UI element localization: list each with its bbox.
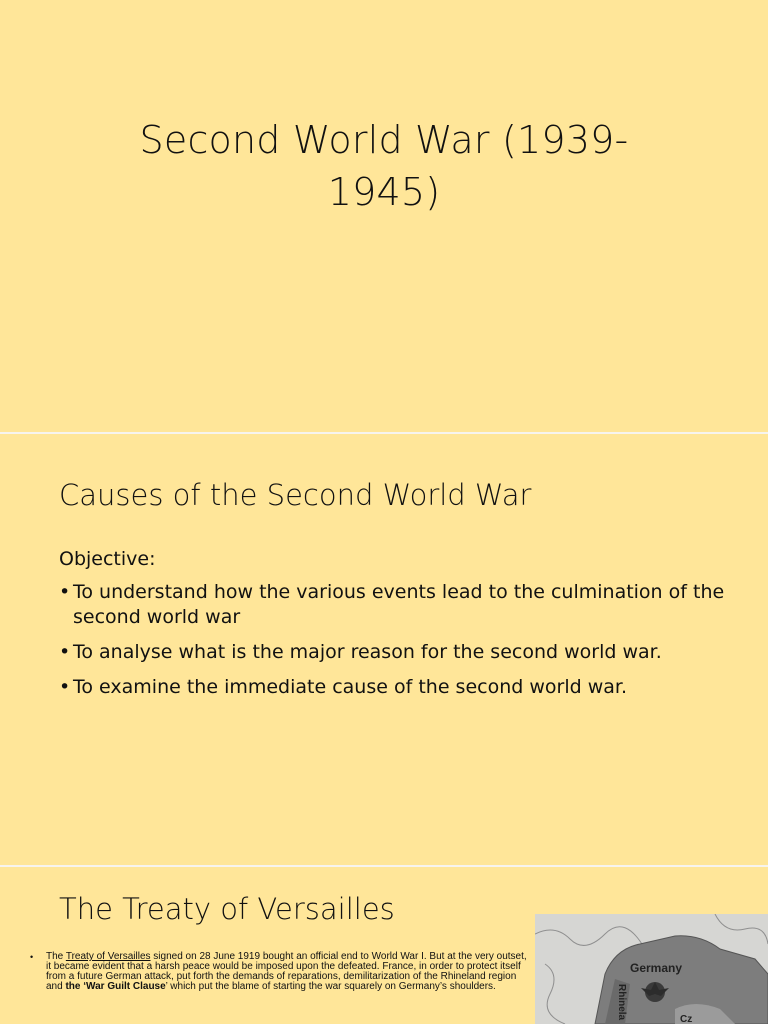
objective-list <box>59 580 739 710</box>
slide-title: The Treaty of Versailles <box>59 892 395 926</box>
text-run: The <box>46 951 66 962</box>
germany-label: Germany <box>630 961 683 975</box>
rhineland-label: Rhinela <box>616 984 627 1021</box>
germany-map-image <box>535 914 768 1024</box>
body-text <box>46 952 530 992</box>
list-item: • To analyse what is the major reason for the second world war. <box>59 640 739 665</box>
treaty-link[interactable]: Treaty of Versailles <box>65 951 151 962</box>
bullet-dot: • <box>30 952 34 962</box>
list-item: • To examine the immediate cause of the second world war. <box>59 675 739 700</box>
objective-label: Objective: <box>59 548 156 570</box>
map-region-label: Cz <box>680 1014 693 1024</box>
list-item: • To understand how the various events lead to the culmination of the second world war <box>59 580 739 630</box>
body-paragraph <box>30 952 530 992</box>
text-run: ’ which put the blame of starting the war squarely on Germany’s shoulders. <box>165 981 496 992</box>
title-slide <box>0 0 768 432</box>
slide-title: Causes of the Second World War <box>59 478 532 512</box>
bold-run: the ‘War Guilt Clause <box>65 981 166 992</box>
text-run: signed on 28 June 1919 bought an official end to World War I. But at the very outset, it became evident that a harsh peace would be imposed upon the defeated. France, in order to protect itself from a future German attack, put forth the demands of reparations, demilitarization of the Rhineland region and <box>46 951 527 992</box>
slide-title: Second World War (1939-1945) <box>139 118 629 214</box>
